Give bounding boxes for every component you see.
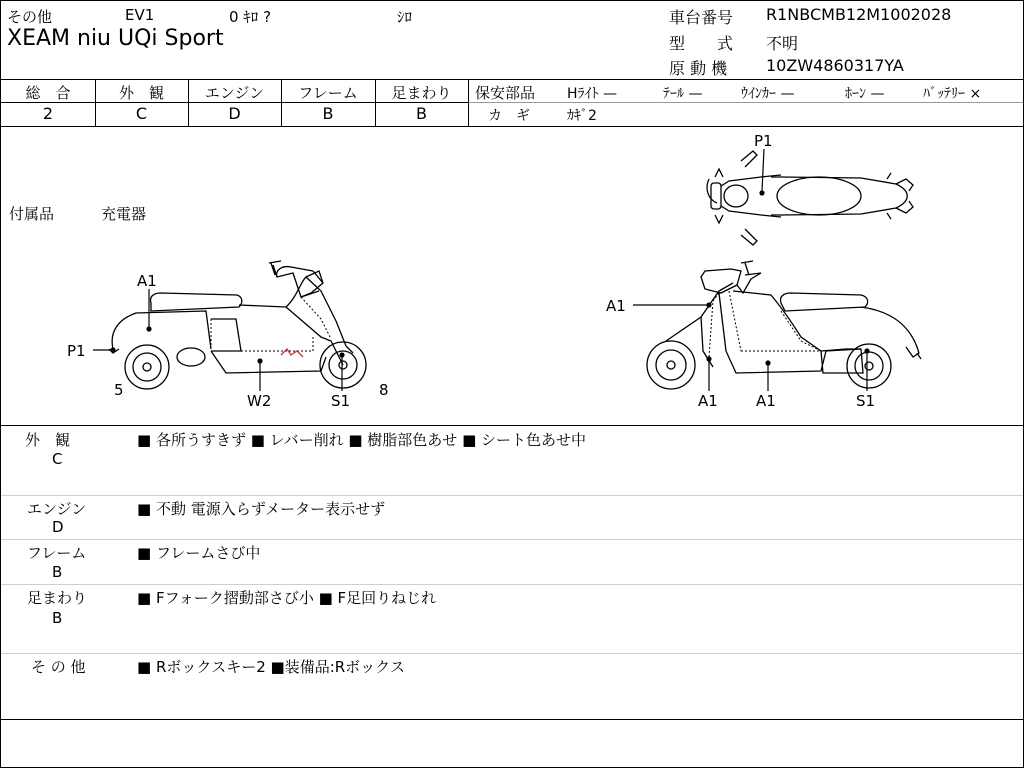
accessories-label: 付属品: [9, 205, 55, 223]
model-code: EV1: [125, 6, 155, 24]
section-grade-suspension: B: [52, 609, 63, 627]
other-label: その他: [7, 8, 53, 26]
vehicle-title: XEAM niu UQi Sport: [7, 26, 224, 51]
section-divider: [1, 495, 1023, 496]
safety-headlight: Hﾗｲﾄ —: [567, 86, 617, 102]
engine-label: 原 動 機: [669, 59, 728, 78]
grade-header-frame: フレーム: [298, 84, 358, 102]
section-grade-engine: D: [52, 518, 64, 536]
left-view-label: S1: [331, 392, 351, 410]
grade-header-suspension: 足まわり: [391, 84, 452, 102]
scooter-diagrams: [1, 1, 1023, 431]
safety-tail: ﾃｰﾙ —: [663, 86, 703, 102]
top-view-label: P1: [754, 132, 773, 150]
safety-battery: ﾊﾞｯﾃﾘｰ ×: [923, 86, 982, 102]
section-divider: [1, 539, 1023, 540]
engine-no: 10ZW4860317YA: [766, 56, 904, 75]
right-view-label: A1: [606, 297, 626, 315]
grade-value-engine: D: [228, 104, 241, 123]
right-view-label: A1: [756, 392, 776, 410]
frame-no: R1NBCMB12M1002028: [766, 5, 952, 24]
section-title-suspension: 足まわり: [27, 589, 88, 607]
model-type: 不明: [766, 34, 799, 53]
section-grade-frame: B: [52, 563, 63, 581]
right-view-label: A1: [698, 392, 718, 410]
mileage: 0 ｷﾛ ?: [229, 8, 272, 26]
section-divider: [1, 584, 1023, 585]
left-view-label: W2: [247, 392, 272, 410]
color: ｼﾛ: [397, 8, 413, 26]
section-text-exterior: ■ 各所うすきず ■ レバー削れ ■ 樹脂部色あせ ■ シート色あせ中: [137, 431, 587, 449]
left-view-label: 5: [114, 381, 124, 399]
section-title-engine: エンジン: [27, 500, 87, 518]
section-title-exterior: 外 観: [25, 431, 71, 449]
frame-no-label: 車台番号: [669, 8, 734, 27]
left-view-label: 8: [379, 381, 389, 399]
scooter-right-view: [647, 261, 921, 389]
remarks-bottom-border: [1, 719, 1023, 720]
section-text-other: ■ Rボックスキー2 ■装備品:Rボックス: [137, 658, 406, 676]
section-text-frame: ■ フレームさび中: [137, 544, 261, 562]
left-view-label: P1: [67, 342, 86, 360]
safety-label: 保安部品: [475, 84, 536, 102]
left-view-label: A1: [137, 272, 157, 290]
safety-horn: ﾎｰﾝ —: [845, 86, 885, 102]
grade-value-overall: 2: [42, 104, 54, 123]
key-value: ｶｷﾞ2: [567, 108, 597, 124]
section-divider: [1, 653, 1023, 654]
section-text-suspension: ■ Fフォーク摺動部さび小 ■ F足回りねじれ: [137, 589, 437, 607]
grade-header-overall: 総 合: [25, 84, 71, 102]
scooter-top-view: [707, 151, 913, 245]
section-title-other: そ の 他: [31, 658, 86, 676]
section-title-frame: フレーム: [27, 544, 87, 562]
grade-header-exterior: 外 観: [118, 84, 164, 102]
grade-value-frame: B: [322, 104, 334, 123]
remarks-top-border: [1, 425, 1023, 426]
damage-mark: [281, 349, 303, 357]
right-view-label: S1: [856, 392, 876, 410]
accessories-value: 充電器: [101, 205, 147, 223]
grade-value-exterior: C: [135, 104, 148, 123]
section-text-engine: ■ 不動 電源入らずメーター表示せず: [137, 500, 386, 518]
key-label: カ ギ: [488, 108, 530, 124]
safety-winker: ｳｲﾝｶｰ —: [741, 86, 795, 102]
grade-header-engine: エンジン: [204, 84, 265, 102]
section-grade-exterior: C: [52, 450, 63, 468]
model-type-label: 型 式: [669, 34, 734, 53]
grade-value-suspension: B: [416, 104, 427, 123]
